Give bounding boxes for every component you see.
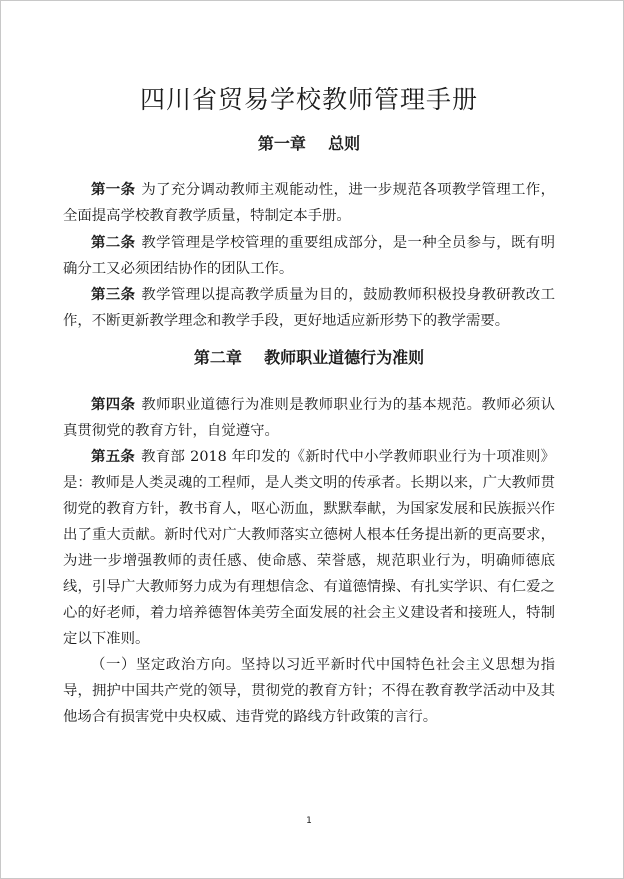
preamble-paragraph: 教师是人类灵魂的工程师，是人类文明的传承者。长期以来，广大教师贯彻党的教育方针，教书育人，呕心沥血，默默奉献，为国家发展和民族振兴作出了重大贡献。新时代对广大教师落实立德树人根本任务提出新的更高要求，为进一步增强教师的责任感、使命感、荣誉感，规范职业行为，明确师德底线，引导广大教师努力成为有理想信念、有道德情操、有扎实学识、有仁爱之心的好老师，着力培养德智体美劳全面发展的社会主义建设者和接班人，特制定以下准则。 [63, 475, 555, 647]
article-2-label: 第二条 [91, 234, 136, 251]
page-number: 1 [306, 816, 312, 826]
article-4-label: 第四条 [91, 396, 136, 413]
chapter-1-heading: 第一章 总则 [257, 134, 361, 153]
article-1-text: 为了充分调动教师主观能动性，进一步规范各项教学管理工作，全面提高学校教育教学质量，特制定本手册。 [63, 182, 555, 224]
article-3-text: 教学管理以提高教学质量为目的，鼓励教师积极投身教研教改工作，不断更新教学理念和教学手段，更好地适应新形势下的教学需要。 [63, 287, 555, 329]
article-5-text: 教育部 2018 年印发的《新时代中小学教师职业行为十项准则》是： [63, 449, 555, 491]
article-5-label: 第五条 [91, 448, 136, 465]
article-4 [63, 392, 555, 444]
article-3 [63, 282, 555, 334]
rule-1-paragraph: （一）坚定政治方向。坚持以习近平新时代中国特色社会主义思想为指导，拥护中国共产党的领导，贯彻党的教育方针；不得在教育教学活动中及其他场合有损害党中央权威、违背党的路线方针政策的言行。 [63, 657, 555, 725]
chapter-2-heading: 第二章 教师职业道德行为准则 [193, 348, 425, 367]
article-3-label: 第三条 [91, 286, 136, 303]
document-title: 四川省贸易学校教师管理手册 [139, 85, 478, 114]
article-1-label: 第一条 [91, 181, 136, 198]
article-2 [63, 230, 555, 282]
article-4-text: 教师职业道德行为准则是教师职业行为的基本规范。教师必须认真贯彻党的教育方针，自觉遵守。 [63, 397, 555, 439]
article-1 [63, 177, 555, 229]
article-2-text: 教学管理是学校管理的重要组成部分，是一种全员参与，既有明确分工又必须团结协作的团队工作。 [63, 235, 555, 277]
